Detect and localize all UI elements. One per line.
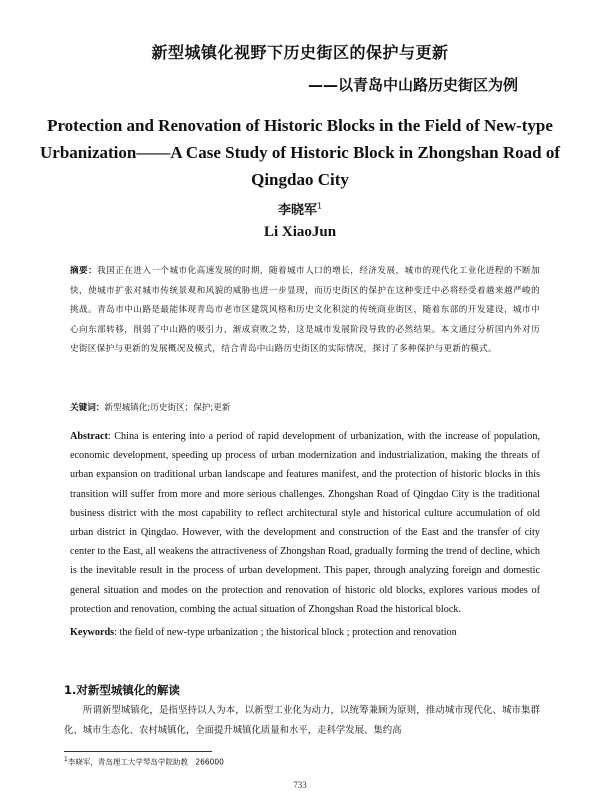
author-chinese <box>0 199 600 218</box>
abstract-cn-text: 我国正在进入一个城市化高速发展的时期，随着城市人口的增长，经济发展，城市的现代化工业化进程的不断加快，使城市扩张对城市传统景观和风貌的威胁也进一步显现，而历史街区的保护在这种变迁中必将经受着越来越严峻的挑战。青岛市中山路是最能体现青岛市老市区建筑风格和历史文化积淀的传统商业街区，随着东部的开发建设，城市中心向东部转移，削弱了中山路的吸引力，渐成衰败之势，这是城市发展阶段导致的必然结果。本文通过分析国内外对历史街区保护与更新的发展概况及模式，结合青岛中山路历史街区的实际情况，探讨了多种保护与更新的模式。 <box>70 266 540 355</box>
title-english: Protection and Renovation of Historic Blocks in the Field of New-type Urbanization——A Case Study of Historic Block in Zhongshan Road of Qingdao City <box>40 116 560 189</box>
abstract-en-label: Abstract <box>70 431 108 442</box>
keywords-english <box>70 627 540 638</box>
title-chinese: 新型城镇化视野下历史街区的保护与更新 <box>151 43 449 62</box>
footnote-text: 李晓军，青岛理工大学琴岛学院助教 266000 <box>67 757 224 767</box>
abstract-chinese <box>70 262 540 360</box>
footnote-divider <box>64 751 212 752</box>
footnote <box>64 756 224 768</box>
footnote-marker: 1 <box>64 756 68 763</box>
abstract-en-text: : China is entering into a period of rapid development of urbanization, with the increase of population, economic development, speeding up process of urban modernization and industrialization, making the threats of urban expansion on traditional urban landscape and features manifest, and the protection of historic blocks in this transition will suffer from more and more serious challenges. Zhongshan Road of Qingdao City is the traditional business district with the most capability to reflect architectural style and historical culture accumulation of old urban district in Qingdao. However, with the development and construction of the East and the transfer of city center to the East, all weakens the attractiveness of Zhongshan Road, gradually forming the trend of decline, which is the inevitable result in the process of urban development. This paper, through analyzing foreign and domestic general situation and modes on the protection and renovation of historic old blocks, explores various modes of protection and renovation, combing the actual situation of Zhongshan Road the historical block. <box>70 431 540 615</box>
section-heading: 1.对新型城镇化的解读 <box>64 683 180 697</box>
keywords-cn-label: 关键词： <box>70 403 105 413</box>
keywords-cn-text: 新型城镇化;历史街区；保护;更新 <box>104 403 231 413</box>
author-english: Li XiaoJun <box>263 224 337 240</box>
abstract-english <box>70 427 540 619</box>
abstract-cn-label: 摘要： <box>70 266 98 276</box>
author-footnote-marker: 1 <box>316 201 323 211</box>
keywords-chinese <box>70 401 540 413</box>
section-body-text: 所谓新型城镇化，是指坚持以人为本，以新型工业化为动力，以统筹兼顾为原则，推动城市现代化、城市集群化、城市生态化、农村城镇化，全面提升城镇化质量和水平，走科学发展、集约高 <box>64 705 540 736</box>
keywords-en-label: Keywords <box>70 627 115 638</box>
keywords-en-text: : the field of new-type urbanization ; the historical block ; protection and renovation <box>114 627 457 638</box>
page-number: 733 <box>293 780 307 790</box>
author-name-cn: 李晓军 <box>277 203 317 218</box>
subtitle-chinese: ——以青岛中山路历史街区为例 <box>307 76 518 94</box>
